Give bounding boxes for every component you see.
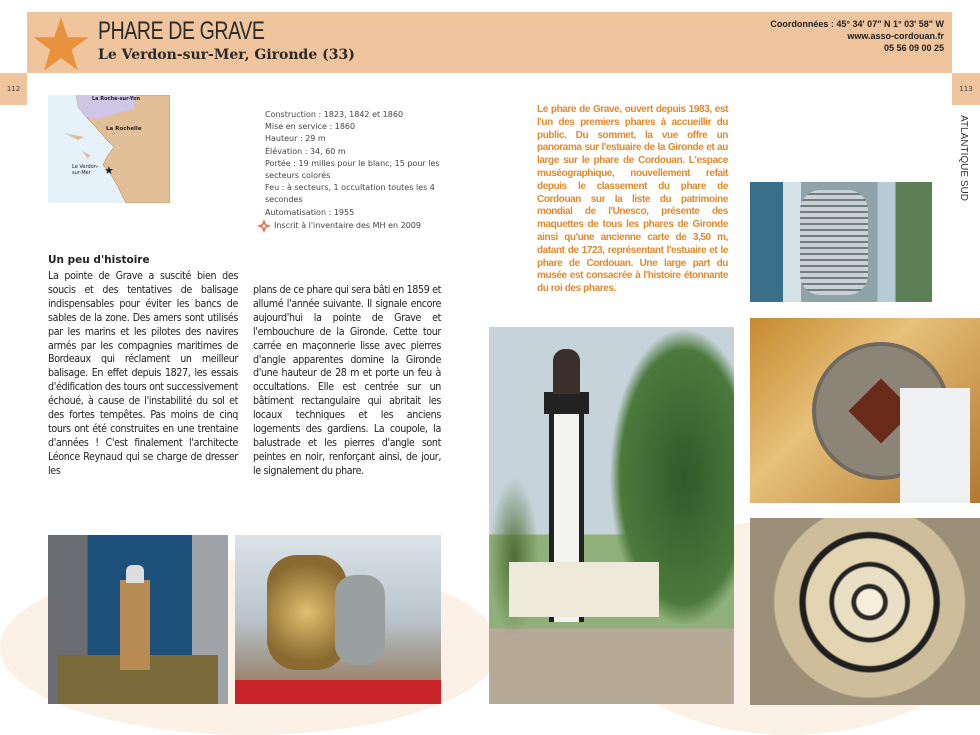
website-link[interactable]: www.asso-cordouan.fr bbox=[847, 31, 944, 41]
spec-item: Portée : 19 milles pour le blanc, 15 pour les secteurs colorés bbox=[265, 158, 440, 181]
photo-spiral-staircase bbox=[750, 518, 980, 705]
page-number-left: 112 bbox=[0, 73, 27, 105]
map-label: La Rochelle bbox=[106, 126, 142, 132]
section-tab: ATLANTIQUE SUD bbox=[958, 115, 969, 201]
coordinates: Coordonnées : 45° 34' 07" N 1° 03' 58" W bbox=[770, 19, 944, 29]
contact-info bbox=[770, 18, 944, 54]
spec-item-mh bbox=[257, 219, 445, 233]
phone: 05 56 09 00 25 bbox=[883, 43, 944, 53]
photo-lens-top bbox=[750, 182, 932, 302]
section-heading: Un peu d'histoire bbox=[48, 254, 150, 266]
spec-item: Automatisation : 1955 bbox=[265, 207, 355, 217]
history-column-1: La pointe de Grave a suscité bien des soucis et des tentatives de balisage indispensables pour éviter les bancs de sables de la zone. Des amers sont utilisés par les marins et les pilotes des navires armés par les compagnies maritimes de Bordeaux qui réclament un meilleur balisage. En effet depuis 1827, les essais d'édification des tours ont successivement échoué, à cause de l'instabilité du sol et des fortes tempêtes. Pas moins de cinq tours ont été construites en une trentaine d'années ! C'est finalement l'architecte Léonce Reynaud qui se charge de dresser les bbox=[48, 270, 238, 477]
spec-item: Feu : à secteurs, 1 occultation toutes les 4 secondes bbox=[265, 183, 435, 205]
location-subtitle: Le Verdon-sur-Mer, Gironde (33) bbox=[98, 47, 355, 63]
photo-lighthouse-model bbox=[48, 535, 228, 704]
specs-list bbox=[265, 109, 445, 233]
star-icon bbox=[33, 16, 89, 72]
history-column-2: plans de ce phare qui sera bâti en 1859 et allumé l'année suivante. Il signale encore aujourd'hui la pointe de Grave et l'embouchure de la Gironde. Cette tour carrée en maçonnerie lisse avec pierres d'angle apparentes domine la Gironde d'une hauteur de 28 m et porte un feu à occultations. Elle est centrée sur un bâtiment rectangulaire qui abritait les locaux techniques et les anciens logements des gardiens. La coupole, la balustrade et les pierres d'angle sont peintes en noir, renforçant ainsi, de jour, le signalement du phare. bbox=[253, 284, 441, 477]
photo-lighthouse-tower bbox=[489, 327, 734, 704]
spec-item: Élévation : 34, 60 m bbox=[265, 146, 346, 156]
intro-paragraph: Le phare de Grave, ouvert depuis 1983, est l'un des premiers phares à accueillir du public. Du sommet, la vue offre un panorama sur l'estuaire de la Gironde et au large sur le phare de Cordouan. L'espace muséographique, nouvellement refait depuis le classement du phare de Cordouan sur la liste du patrimoine mondial de l'Unesco, présente des maquettes de tous les phares de Gironde ainsi qu'une ancienne carte de 3,50 m, datant de 1723, représentant l'estuaire et le phare de Cordouan. Une large part du musée est consacrée à l'histoire étonnante du roi des phares. bbox=[537, 104, 728, 295]
spec-item: Construction : 1823, 1842 et 1860 bbox=[265, 110, 404, 119]
page-title: PHARE DE GRAVE bbox=[98, 17, 265, 45]
header-band bbox=[27, 12, 952, 73]
spec-item: Mise en service : 1860 bbox=[265, 122, 356, 132]
star-marker-icon: ★ bbox=[104, 164, 114, 177]
spec-text: Inscrit à l'inventaire des MH en 2009 bbox=[274, 220, 421, 230]
spec-item: Hauteur : 29 m bbox=[265, 134, 326, 144]
page-number-right: 113 bbox=[952, 73, 980, 105]
photo-floor-compass bbox=[750, 318, 980, 503]
map-label: La Roche-sur-Yon bbox=[92, 96, 141, 102]
historic-monument-icon bbox=[257, 219, 271, 233]
photo-museum-lens bbox=[235, 535, 441, 704]
map-label: Le Verdon-sur-Mer bbox=[72, 164, 99, 176]
location-map bbox=[48, 95, 170, 203]
